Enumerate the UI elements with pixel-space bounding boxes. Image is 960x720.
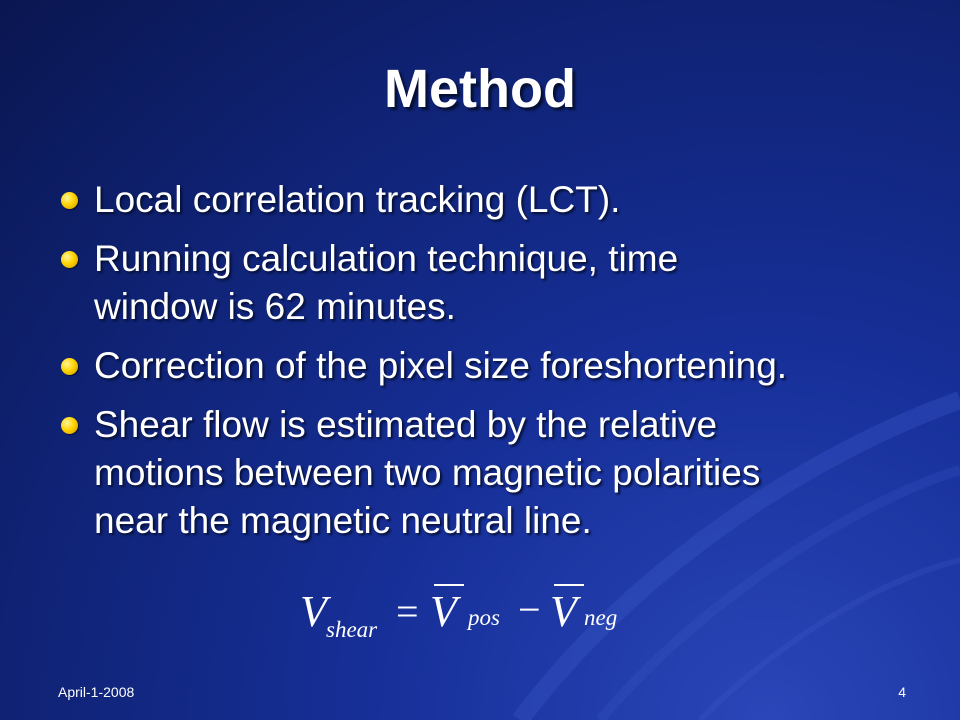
bullet-line: Correction of the pixel size foreshortening. [94,345,788,386]
equation-equals: = [396,589,419,634]
bullet-line: window is 62 minutes. [94,286,456,327]
bullet-item-shear-flow [56,401,936,545]
equation-overline [554,584,584,586]
bullet-list [56,176,936,556]
bullet-item-correction [56,342,936,390]
bullet-line: Running calculation technique, time [94,238,679,279]
equation-overline [434,584,464,586]
footer-date: April-1-2008 [58,684,135,700]
bullet-dot-icon [61,417,78,434]
bullet-item-running-calculation [56,235,936,331]
bullet-line: near the magnetic neutral line. [94,500,592,541]
equation-minus: − [518,587,541,632]
slide-title: Method [384,59,576,119]
equation-term1-symbol: V [430,587,457,636]
bullet-item-lct [56,176,936,224]
bullet-line: Shear flow is estimated by the relative [94,404,718,445]
slide-number: 4 [898,684,906,700]
equation-lhs-symbol: V [300,587,327,636]
equation-lhs-subscript: shear [326,617,378,642]
bullet-dot-icon [61,251,78,268]
shear-velocity-equation [300,584,640,644]
bullet-dot-icon [61,192,78,209]
equation-term2-symbol: V [550,587,577,636]
equation-term2-subscript: neg [584,605,618,630]
bullet-line: motions between two magnetic polarities [94,452,761,493]
equation-term1-subscript: pos [468,605,500,630]
bullet-dot-icon [61,358,78,375]
bullet-line: Local correlation tracking (LCT). [94,179,621,220]
